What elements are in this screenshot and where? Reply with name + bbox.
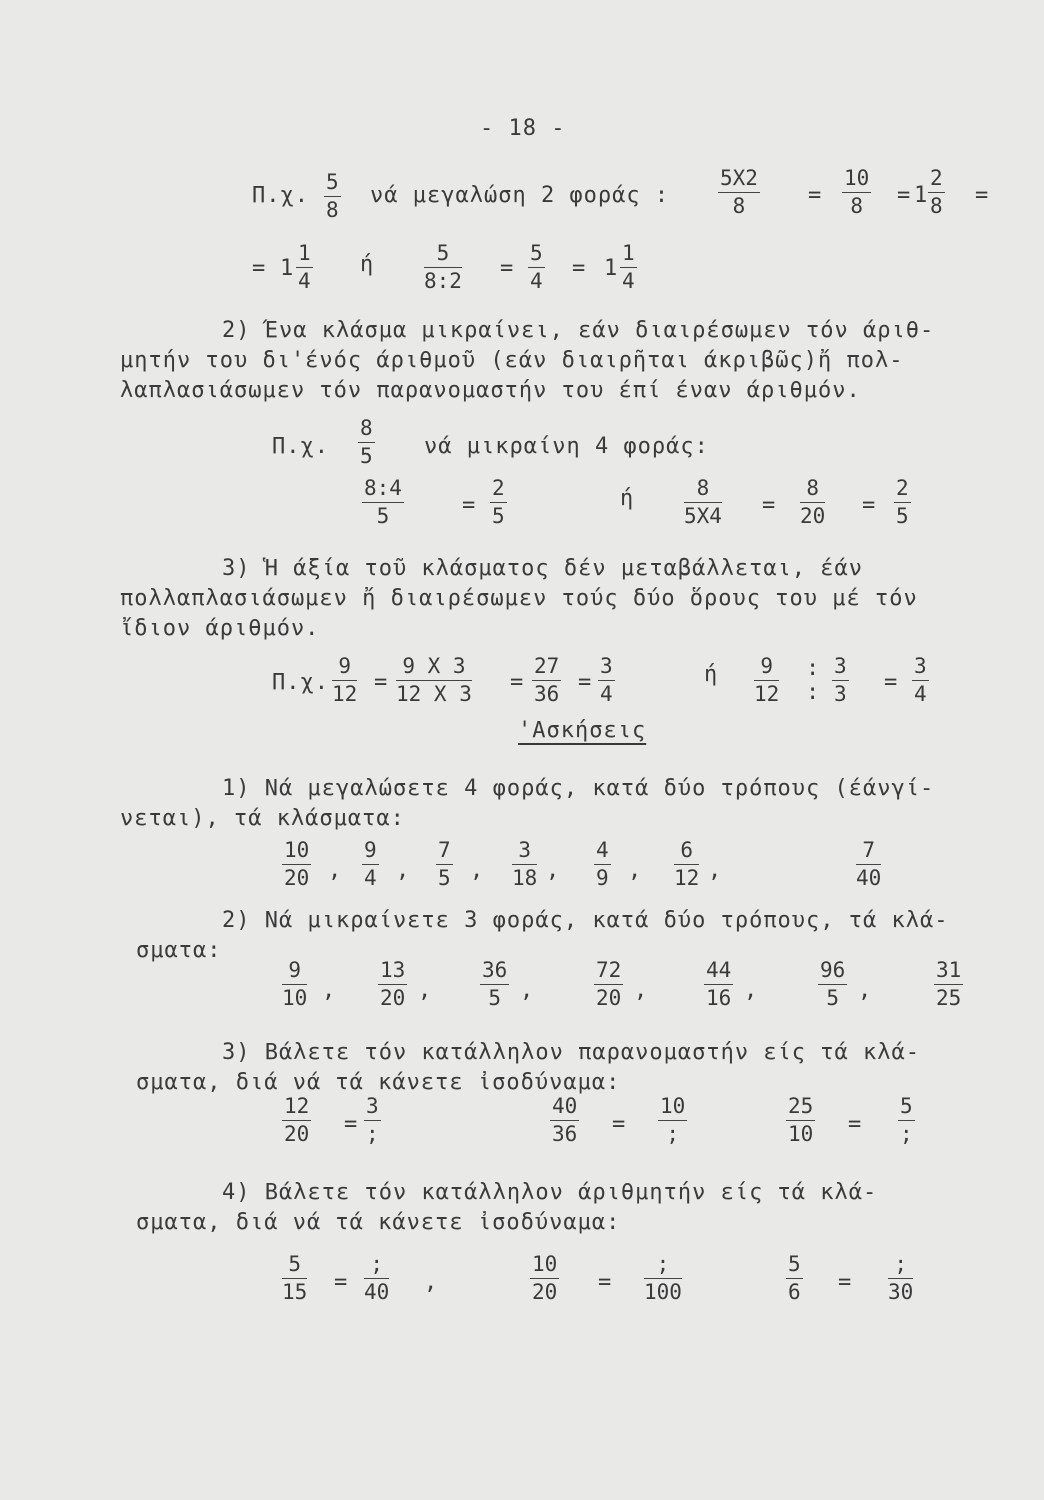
or-word: ή xyxy=(704,662,718,687)
denominator: 10 xyxy=(282,986,308,1010)
numerator: 72 xyxy=(594,960,623,985)
exercise-text: 4) Βάλετε τόν κατάλληλον άριθμητήν είς τά κλά- xyxy=(222,1180,878,1205)
exercise-text: σματα, διά νά τά κάνετε ἰσοδύναμα: xyxy=(136,1210,621,1235)
denominator: 25 xyxy=(936,986,962,1010)
denominator: 4 xyxy=(600,682,613,706)
numerator: 5 xyxy=(786,1254,803,1279)
rule-text: πολλαπλασιάσωμεν ἤ διαιρέσωμεν τούς δύο ὅρους του μέ τόν xyxy=(120,586,918,611)
fraction xyxy=(364,1254,389,1303)
comma-separator: , xyxy=(628,858,642,883)
equals-sign: = xyxy=(374,670,388,695)
fraction xyxy=(754,656,779,705)
denominator: 9 xyxy=(596,866,609,890)
denominator: 40 xyxy=(364,1280,390,1304)
denominator: 3 xyxy=(834,682,847,706)
fraction xyxy=(658,1096,687,1145)
numerator: 3 xyxy=(598,656,615,681)
exercise-text: 1) Νά μεγαλώσετε 4 φοράς, κατά δύο τρόπους (έάνγί- xyxy=(222,776,935,801)
denominator: 4 xyxy=(364,866,377,890)
fraction xyxy=(282,960,307,1009)
numerator: 9 Χ 3 xyxy=(396,656,472,681)
example-label: Π.χ. xyxy=(272,670,329,695)
fraction xyxy=(512,840,537,889)
denominator: 15 xyxy=(282,1280,308,1304)
fraction xyxy=(842,168,871,217)
numerator: 8 xyxy=(358,418,375,443)
fraction xyxy=(594,960,623,1009)
numerator: 5 xyxy=(282,1254,307,1279)
comma-separator: , xyxy=(708,858,722,883)
equals-sign: = xyxy=(572,256,586,281)
equals-sign: = xyxy=(500,256,514,281)
equals-sign: = xyxy=(848,1112,862,1137)
fraction xyxy=(934,960,963,1009)
exercise-text: νεται), τά κλάσματα: xyxy=(120,806,405,831)
colon-sign: : xyxy=(806,656,820,681)
numerator: 4 xyxy=(594,840,611,865)
fraction xyxy=(898,1096,915,1145)
equals-sign: = xyxy=(838,1270,852,1295)
denominator: 8 xyxy=(732,194,746,218)
or-word: ή xyxy=(620,486,634,511)
page-number: - 18 - xyxy=(480,116,566,141)
denominator: 4 xyxy=(914,682,927,706)
fraction xyxy=(282,1254,307,1303)
denominator: ; xyxy=(666,1122,679,1146)
fraction xyxy=(480,960,509,1009)
or-word: ή xyxy=(360,252,374,277)
numerator: 8:4 xyxy=(362,478,404,503)
rule-text: ἴδιον άριθμόν. xyxy=(120,616,320,641)
comma-separator: , xyxy=(418,978,432,1003)
fraction xyxy=(786,1096,815,1145)
denominator: 20 xyxy=(284,1122,310,1146)
equals-sign: = xyxy=(598,1270,612,1295)
denominator: 100 xyxy=(644,1280,682,1304)
denominator: ; xyxy=(900,1122,913,1146)
colon-sign: : xyxy=(806,680,820,705)
fraction xyxy=(786,1254,803,1303)
denominator: 8 xyxy=(326,198,339,222)
comma-separator: , xyxy=(858,978,872,1003)
example-text: νά μικραίνη 4 φοράς: xyxy=(424,434,709,459)
equals-sign: = xyxy=(975,183,989,208)
denominator: 4 xyxy=(530,269,543,293)
fraction xyxy=(282,1096,311,1145)
numerator: 3 xyxy=(512,840,537,865)
numerator: 96 xyxy=(818,960,847,985)
denominator: 5 xyxy=(360,444,373,468)
numerator: 6 xyxy=(674,840,699,865)
fraction xyxy=(674,840,699,889)
rule-text: λαπλασιάσωμεν τόν παρανομαστήν του έπί έναν άριθμόν. xyxy=(120,378,861,403)
numerator: 3 xyxy=(912,656,929,681)
denominator: 36 xyxy=(552,1122,578,1146)
denominator: 20 xyxy=(596,986,622,1010)
example-text: νά μεγαλώση 2 φοράς : xyxy=(370,183,670,208)
numerator: 3 xyxy=(832,656,849,681)
denominator: 5Χ4 xyxy=(684,504,722,528)
comma-separator: , xyxy=(634,978,648,1003)
numerator: 7 xyxy=(856,840,881,865)
denominator: 4 xyxy=(298,269,311,293)
comma-separator: , xyxy=(520,978,534,1003)
comma-separator: , xyxy=(546,858,560,883)
denominator: 20 xyxy=(284,866,310,890)
numerator: ; xyxy=(644,1254,682,1279)
numerator: 40 xyxy=(550,1096,579,1121)
fraction xyxy=(718,168,760,217)
denominator: 16 xyxy=(706,986,732,1010)
fraction xyxy=(888,1254,913,1303)
fraction xyxy=(818,960,847,1009)
fraction xyxy=(594,840,611,889)
numerator: 27 xyxy=(532,656,561,681)
numerator: 5Χ2 xyxy=(718,168,760,193)
denominator: 5 xyxy=(438,866,451,890)
numerator: 9 xyxy=(332,656,357,681)
fraction xyxy=(532,656,561,705)
mixed-whole: 1 xyxy=(280,256,294,281)
exercises-title: 'Ασκήσεις xyxy=(518,718,647,743)
numerator: 8 xyxy=(684,478,722,503)
comma-separator: , xyxy=(396,858,410,883)
fraction xyxy=(528,243,545,292)
comma-separator: , xyxy=(328,858,342,883)
denominator: 20 xyxy=(380,986,406,1010)
fraction xyxy=(324,172,341,221)
fraction xyxy=(364,1096,381,1145)
fraction xyxy=(644,1254,682,1303)
example-label: Π.χ. xyxy=(252,183,309,208)
numerator: 44 xyxy=(704,960,733,985)
fraction xyxy=(856,840,881,889)
denominator: 36 xyxy=(534,682,560,706)
denominator: 20 xyxy=(800,504,826,528)
fraction xyxy=(928,168,945,217)
rule-text: 3) Ἡ άξία τοῦ κλάσματος δέν μεταβάλλεται, έάν xyxy=(222,556,864,581)
denominator: 8 xyxy=(930,194,943,218)
comma-separator: , xyxy=(470,858,484,883)
denominator: 40 xyxy=(856,866,882,890)
fraction xyxy=(530,1254,559,1303)
denominator: 18 xyxy=(512,866,538,890)
fraction xyxy=(490,478,507,527)
denominator: 8:2 xyxy=(424,269,462,293)
numerator: 10 xyxy=(658,1096,687,1121)
denominator: 5 xyxy=(826,986,839,1010)
denominator: 5 xyxy=(492,504,505,528)
numerator: 3 xyxy=(364,1096,381,1121)
fraction xyxy=(800,478,825,527)
exercise-text: 3) Βάλετε τόν κατάλληλον παρανομαστήν είς τά κλά- xyxy=(222,1040,921,1065)
denominator: 12 xyxy=(674,866,700,890)
exercise-text: σματα: xyxy=(136,938,222,963)
denominator: 5 xyxy=(488,986,501,1010)
equals-sign: = xyxy=(578,670,592,695)
equals-sign: = xyxy=(808,183,822,208)
example-label: Π.χ. xyxy=(272,434,329,459)
denominator: 10 xyxy=(788,1122,814,1146)
numerator: 31 xyxy=(934,960,963,985)
numerator: 10 xyxy=(842,168,871,193)
fraction xyxy=(912,656,929,705)
equals-sign: = xyxy=(510,670,524,695)
fraction xyxy=(436,840,453,889)
mixed-whole: 1 xyxy=(604,256,618,281)
equals-sign: = xyxy=(252,256,266,281)
mixed-whole: 1 xyxy=(914,183,928,208)
fraction xyxy=(620,243,637,292)
equals-sign: = xyxy=(334,1270,348,1295)
rule-text: μητήν του δι'ένός άριθμοῦ (εάν διαιρῆται άκριβῶς)ἤ πολ- xyxy=(120,348,904,373)
numerator: 10 xyxy=(282,840,311,865)
denominator: 12 xyxy=(754,682,780,706)
comma-separator: , xyxy=(424,1270,438,1295)
numerator: 2 xyxy=(894,478,911,503)
numerator: 5 xyxy=(424,243,462,268)
numerator: 2 xyxy=(928,168,945,193)
numerator: 2 xyxy=(490,478,507,503)
comma-separator: , xyxy=(744,978,758,1003)
fraction xyxy=(550,1096,579,1145)
equals-sign: = xyxy=(762,493,776,518)
equals-sign: = xyxy=(462,493,476,518)
denominator: 8 xyxy=(850,194,863,218)
numerator: ; xyxy=(364,1254,389,1279)
numerator: 36 xyxy=(480,960,509,985)
exercise-text: 2) Νά μικραίνετε 3 φοράς, κατά δύο τρόπους, τά κλά- xyxy=(222,908,949,933)
equals-sign: = xyxy=(612,1112,626,1137)
denominator: 5 xyxy=(896,504,909,528)
fraction xyxy=(282,840,311,889)
fraction xyxy=(684,478,722,527)
fraction xyxy=(362,478,404,527)
numerator: 9 xyxy=(282,960,307,985)
fraction xyxy=(358,418,375,467)
numerator: 5 xyxy=(528,243,545,268)
fraction xyxy=(362,840,379,889)
numerator: ; xyxy=(888,1254,913,1279)
comma-separator: , xyxy=(322,978,336,1003)
denominator: 4 xyxy=(622,269,635,293)
fraction xyxy=(332,656,357,705)
numerator: 5 xyxy=(324,172,341,197)
fraction xyxy=(296,243,313,292)
equals-sign: = xyxy=(344,1112,358,1137)
fraction xyxy=(894,478,911,527)
numerator: 1 xyxy=(620,243,637,268)
numerator: 7 xyxy=(436,840,453,865)
equals-sign: = xyxy=(897,183,911,208)
numerator: 5 xyxy=(898,1096,915,1121)
fraction xyxy=(598,656,615,705)
numerator: 1 xyxy=(296,243,313,268)
equals-sign: = xyxy=(862,493,876,518)
fraction xyxy=(424,243,462,292)
denominator: 30 xyxy=(888,1280,914,1304)
numerator: 12 xyxy=(282,1096,311,1121)
numerator: 9 xyxy=(754,656,779,681)
numerator: 10 xyxy=(530,1254,559,1279)
numerator: 25 xyxy=(786,1096,815,1121)
equals-sign: = xyxy=(884,670,898,695)
denominator: 6 xyxy=(788,1280,801,1304)
fraction xyxy=(378,960,407,1009)
fraction xyxy=(396,656,472,705)
numerator: 13 xyxy=(378,960,407,985)
numerator: 8 xyxy=(800,478,825,503)
fraction xyxy=(832,656,849,705)
rule-text: 2) Ένα κλάσμα μικραίνει, εάν διαιρέσωμεν τόν άριθ- xyxy=(222,318,935,343)
denominator: 5 xyxy=(376,504,390,528)
fraction xyxy=(704,960,733,1009)
exercise-text: σματα, διά νά τά κάνετε ἰσοδύναμα: xyxy=(136,1070,621,1095)
numerator: 9 xyxy=(362,840,379,865)
denominator: 12 Χ 3 xyxy=(396,682,472,706)
denominator: 20 xyxy=(532,1280,558,1304)
denominator: ; xyxy=(366,1122,379,1146)
denominator: 12 xyxy=(332,682,358,706)
